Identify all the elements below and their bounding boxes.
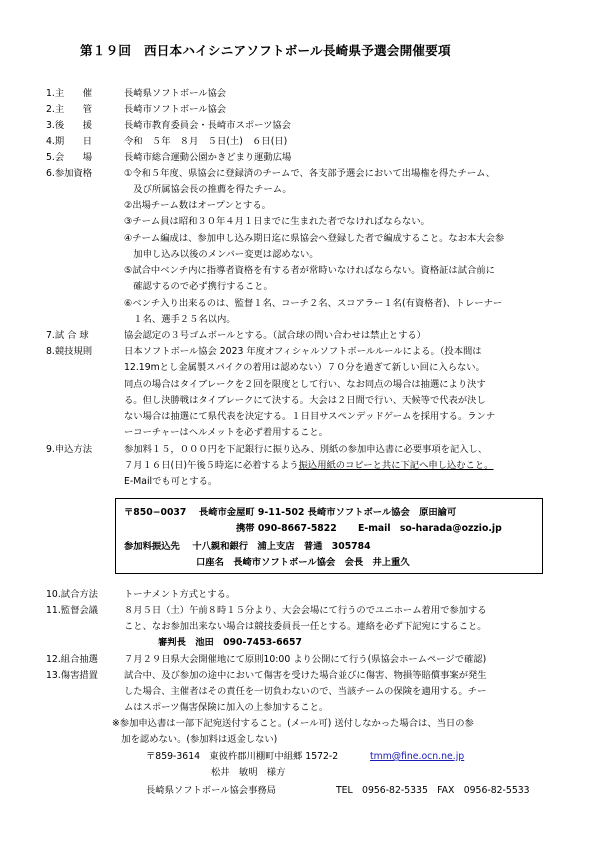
- rules-line: ない場合は抽選にて県代表を決定する。１日目サスペンデッドゲームを採用する。ランナ: [124, 411, 496, 422]
- qualification-line: 確認するので必ず携行すること。: [124, 281, 273, 292]
- qualification-line: ⑤試合中ベンチ内に指導者資格を有する者が常時いなければならない。資格証は試合前に: [124, 265, 495, 276]
- method-text: トーナメント方式とする。: [124, 589, 236, 600]
- rules-line: る。但し決勝戦はタイブレークにて決する。大会は２日間で行い、天候等で代表が決し: [124, 395, 486, 406]
- rules-line: 日本ソフトボール協会 2023 年度オフィシャルソフトボールルールによる。（投本間は: [124, 346, 482, 357]
- meeting-line: ８月５日（土）午前８時１５分より、大会会場にて行うのでユニホーム着用で参加する: [124, 605, 487, 616]
- contact-mobile: 携帯 090-8667-5822: [236, 523, 337, 534]
- ball-text: 協会認定の３号ゴムボールとする。（試合球の問い合わせは禁止とする）: [124, 330, 426, 341]
- apply-line: [124, 460, 493, 472]
- qualification-line: １名、選手２５名以内。: [124, 314, 236, 325]
- item-value: 長崎県ソフトボール協会: [124, 88, 227, 99]
- item-value: 令和 ５年 ８月 ５日(土) ６日(日): [124, 136, 288, 147]
- qualification-line: ③チーム員は昭和３０年４月１日までに生まれた者でなければならない。: [124, 216, 430, 227]
- qualification-line: ④チーム編成は、参加申し込み期日迄に県協会へ登録した者で編成すること。なお本大会参: [124, 233, 505, 244]
- injury-line: 試合中、及び参加の途中において傷害を受けた場合並びに傷害、物損等賠償事案が発生: [124, 670, 487, 681]
- qualification-line: 及び所属協会長の推薦を得たチーム。: [124, 184, 292, 195]
- qualification-label: 6.参加資格: [46, 168, 93, 179]
- item-value: 長崎市教育委員会・長崎市スポーツ協会: [124, 120, 291, 131]
- item-label: 2.主 管: [46, 104, 93, 115]
- injury-line: ムはスポーツ傷害保険に加入の上参加すること。: [124, 702, 329, 713]
- bank-account: 参加料振込先 十八親和銀行 浦上支店 普通 305784: [124, 541, 371, 552]
- item-label: 1.主 催: [46, 88, 93, 99]
- footer-address: 〒859-3614 東彼杵郡川棚町中組郷 1572-2: [146, 751, 339, 762]
- footer-office: 長崎県ソフトボール協会事務局: [146, 785, 276, 796]
- qualification-line: ②出場チーム数はオープンとする。: [124, 200, 271, 211]
- footer-name: 松井 敏明 様方: [211, 767, 286, 778]
- footer-email-link[interactable]: tmm@fine.ocn.ne.jp: [370, 751, 465, 762]
- qualification-line: 加申し込み以後のメンバー変更は認めない。: [124, 249, 319, 260]
- qualification-line: ⑥ベンチ入り出来るのは、監督１名、コーチ２名、スコアラー１名(有資格者)、トレーナー: [124, 298, 503, 309]
- contact-address: 〒850−0037 長崎市金屋町 9-11-502 長崎市ソフトボール協会 原田諭可: [124, 507, 457, 518]
- referee-contact: 審判長 池田 090-7453-6657: [158, 637, 302, 648]
- item-value: 長崎市総合運動公園かきどまり運動広場: [124, 152, 292, 163]
- contact-email: E-mail so-harada@ozzio.jp: [358, 523, 502, 534]
- meeting-label: 11.監督会議: [46, 605, 98, 616]
- rules-line: 同点の場合はタイブレークを２回を限度として行い、なお同点の場合は抽選により決す: [124, 379, 486, 390]
- draw-text: ７月２９日県大会開催地にて原則10:00 より公開にて行う(県協会ホームページで確認): [124, 654, 487, 665]
- note-line: ※参加申込書は一部下記宛送付すること。(メール可) 送付しなかった場合は、当日の参: [112, 718, 474, 729]
- footer-phone: TEL 0956-82-5335 FAX 0956-82-5533: [336, 785, 530, 796]
- apply-line: 参加料１５，０００円を下記銀行に振り込み、別紙の参加申込書に必要事項を記入し、: [124, 444, 488, 455]
- item-label: 4.期 日: [46, 136, 93, 147]
- meeting-line: こと、なお参加出来ない場合は競技委員長一任とする。連絡を必ず下記宛にすること。: [124, 621, 487, 632]
- draw-label: 12.組合抽選: [46, 654, 98, 665]
- qualification-line: ①令和５年度、県協会に登録済のチームで、各支部予選会において出場権を得たチーム、: [124, 168, 496, 179]
- injury-line: した場合、主催者はその責任を一切負わないので、当該チームの保険を適用する。チー: [124, 686, 487, 697]
- injury-label: 13.傷害措置: [46, 670, 98, 681]
- rules-line: ーコーチャーはヘルメットを必ず着用すること。: [124, 427, 328, 438]
- item-label: 5.会 場: [46, 152, 93, 163]
- apply-line: E-Mailでも可とする。: [124, 476, 218, 487]
- item-value: 長崎市ソフトボール協会: [124, 104, 227, 115]
- apply-deadline: ７月１６日(日)午後５時迄に必着するよう: [124, 460, 299, 471]
- page-title: 第１９回 西日本ハイシニアソフトボール長崎県予選会開催要項: [80, 43, 451, 58]
- apply-label: 9.申込方法: [46, 444, 93, 455]
- rules-line: 12.19mとし金属製スパイクの着用は認めない）７０分を過ぎて新しい回に入らない。: [124, 362, 485, 373]
- apply-underlined-note: 振込用紙のコピーと共に下記へ申し込むこと。: [298, 460, 494, 471]
- method-label: 10.試合方法: [46, 589, 98, 600]
- ball-label: 7.試 合 球: [46, 330, 89, 341]
- note-line: 加を認めない。(参加料は返金しない): [112, 734, 278, 745]
- item-label: 3.後 援: [46, 120, 93, 131]
- rules-label: 8.競技規則: [46, 346, 93, 357]
- account-name: 口座名 長崎市ソフトボール協会 会長 井上重久: [196, 557, 410, 568]
